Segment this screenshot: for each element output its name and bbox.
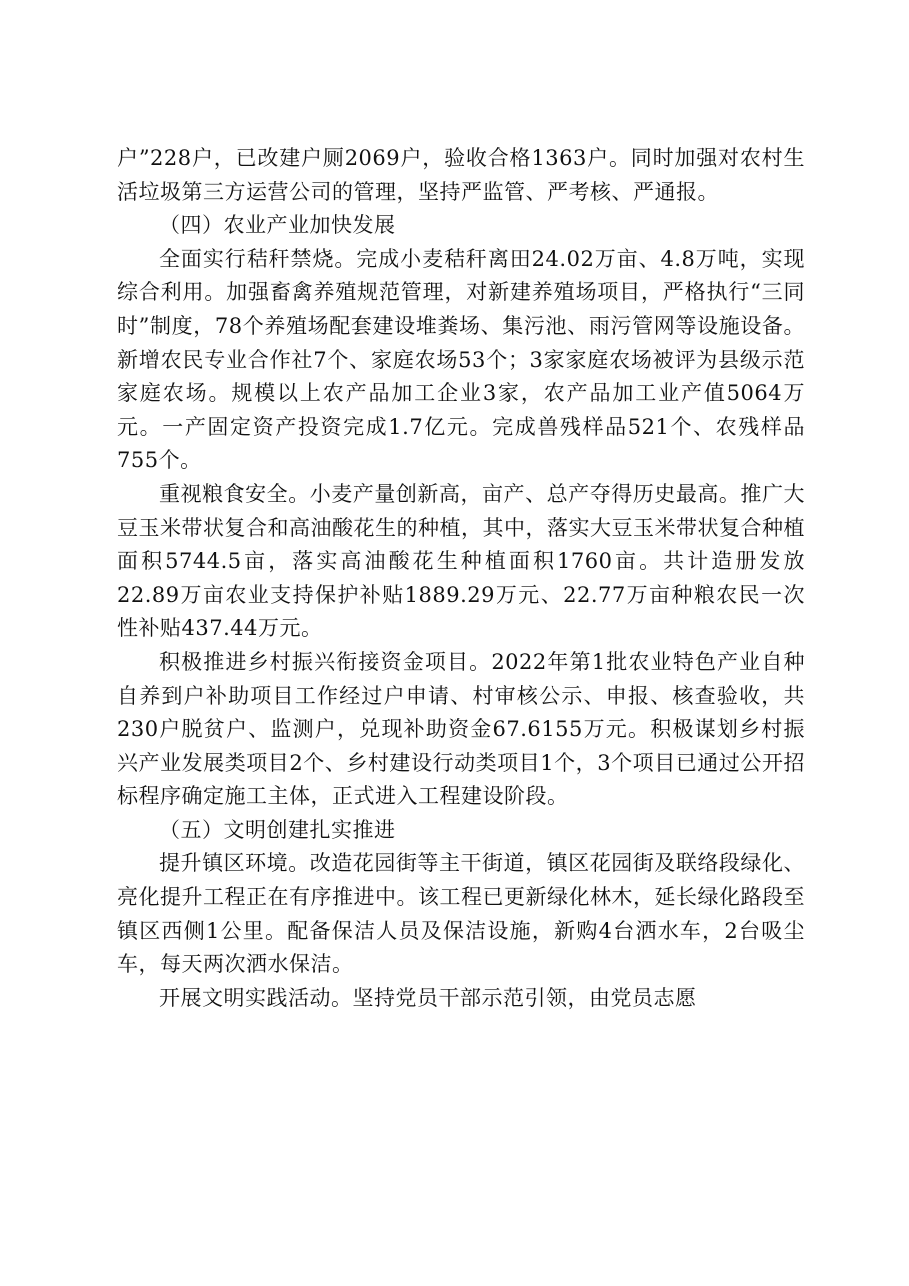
- paragraph-straw-burning-ban: 全面实行秸秆禁烧。完成小麦秸秆离田24.02万亩、4.8万吨，实现综合利用。加强畜禽养殖规范管理，对新建养殖场项目，严格执行“三同时”制度，78个养殖场配套建设堆粪场、集污池、雨污管网等设施设备。新增农民专业合作社7个、家庭农场53个；3家家庭农场被评为县级示范家庭农场。规模以上农产品加工企业3家，农产品加工业产值5064万元。一产固定资产投资完成1.7亿元。完成兽残样品521个、农残样品755个。: [117, 246, 805, 473]
- paragraph-civilization-practice: 开展文明实践活动。坚持党员干部示范引领，由党员志愿: [159, 985, 697, 1010]
- paragraph-town-environment: 提升镇区环境。改造花园街等主干街道，镇区花园街及联络段绿化、亮化提升工程正在有序推进中。该工程已更新绿化林木，延长绿化路段至镇区西侧1公里。配备保洁人员及保洁设施，新购4台洒水车，2台吸尘车，每天两次洒水保洁。: [117, 851, 805, 977]
- section-heading-agriculture: （四）农业产业加快发展: [159, 213, 396, 238]
- paragraph-continued: 户”228户，已改建户厕2069户，验收合格1363户。同时加强对农村生活垃圾第三方运营公司的管理，坚持严监管、严考核、严通报。: [117, 146, 805, 204]
- section-heading-civilization: （五）文明创建扎实推进: [159, 817, 396, 842]
- document-body: [117, 142, 805, 1015]
- paragraph-food-security: 重视粮食安全。小麦产量创新高，亩产、总产夺得历史最高。推广大豆玉米带状复合和高油酸花生的种植，其中，落实大豆玉米带状复合种植面积5744.5亩，落实高油酸花生种植面积1760亩。共计造册发放22.89万亩农业支持保护补贴1889.29万元、22.77万亩种粮农民一次性补贴437.44万元。: [117, 481, 805, 641]
- paragraph-rural-revitalization-funds: 积极推进乡村振兴衔接资金项目。2022年第1批农业特色产业自种自养到户补助项目工作经过户申请、村审核公示、申报、核查验收，共230户脱贫户、监测户，兑现补助资金67.6155万元。积极谋划乡村振兴产业发展类项目2个、乡村建设行动类项目1个，3个项目已通过公开招标程序确定施工主体，正式进入工程建设阶段。: [117, 649, 805, 809]
